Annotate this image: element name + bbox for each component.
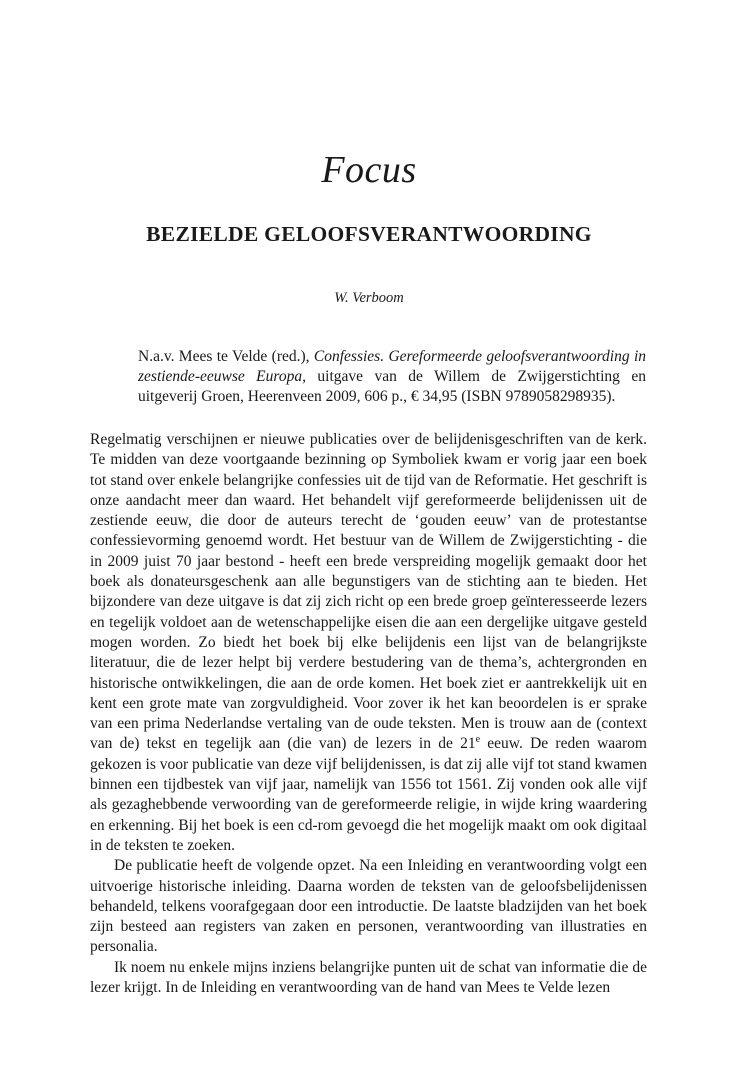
paragraph-3: Ik noem nu enkele mijns inziens belangrijke punten uit de schat van informatie die de lezer krijgt. In de Inleiding en verantwoording van de hand van Mees te Velde lezen (90, 958, 647, 997)
reference-details: uitgave van de Willem de Zwijgerstichting en uitgeverij Groen, Heerenveen 2009, 606 p., € 34,95 (ISBN 9789058298935). (138, 368, 646, 405)
paragraph-2: De publicatie heeft de volgende opzet. Na een Inleiding en verantwoording volgt een uitvoerige historische inleiding. Daarna worden de teksten van de geloofsbelijdenissen behandeld, telkens voorafgegaan door een introductie. De laatste bladzijden van het boek zijn besteed aan registers van zaken en personen, verantwoording van illustraties en personalia. (90, 857, 647, 956)
article-body (90, 430, 647, 998)
book-reference (138, 347, 646, 407)
author-name: W. Verboom (334, 290, 404, 306)
superscript-e: e (475, 734, 481, 746)
paragraph-1-text-b: eeuw. De reden waarom gekozen is voor publicatie van deze vijf belijdenissen, is dat zij alle vijf tot stand kwamen binnen een tijdbestek van vijf jaar, namelijk van 1556 tot 1561. Zij vonden ook alle vijf als gezaghebbende verwoording van de gereformeerde religie, in wijde kring waardering en erkenning. Bij het boek is een cd-rom gevoegd die het mogelijk maakt om ook digitaal in de teksten te zoeken. (90, 735, 647, 854)
paragraph-1 (90, 430, 647, 856)
reference-book-title: Confessies. Gereformeerde geloofsverantwoording in zestiende-eeuwse Europa, (138, 348, 647, 385)
article-title: BEZIELDE GELOOFSVERANTWOORDING (146, 222, 592, 246)
section-label: Focus (321, 149, 417, 191)
paragraph-1-text-a: Regelmatig verschijnen er nieuwe publicaties over de belijdenisgeschriften van de kerk. Te midden van deze voortgaande bezinning op Symboliek kwam er vorig jaar een boek tot stand over enkele belangrijke confessies uit de tijd van de Reformatie. Het geschrift is onze aandacht meer dan waard. Het behandelt vijf gereformeerde belijdenissen uit de zestiende eeuw, die door de auteurs terecht de ‘gouden eeuw’ van de protestantse confessievorming genoemd wordt. Het bestuur van de Willem de Zwijgerstichting - die in 2009 juist 70 jaar bestond - heeft een brede verspreiding mogelijk gemaakt door het boek als donateursgeschenk aan alle begunstigers van de stichting aan te bieden. Het bijzondere van deze uitgave is dat zij zich richt op een brede groep geïnteresseerde lezers en tegelijk voldoet aan de wetenschappelijke eisen die aan een dergelijke uitgave gesteld mogen worden. Zo biedt het boek bij elke belijdenis een lijst van de belangrijkste literatuur, die de lezer helpt bij verdere bestudering van de thema’s, achtergronden en historische ontwikkelingen, die aan de orde komen. Het boek ziet er aantrekkelijk uit en kent een grote mate van zorgvuldigheid. Voor zover ik het kan beoordelen is er sprake van een prima Nederlandse vertaling van de oude teksten. Men is trouw aan de (context van de) tekst en tegelijk aan (die van) de lezers in de 21 (90, 431, 647, 753)
reference-prefix: N.a.v. Mees te Velde (red.), (138, 348, 314, 365)
